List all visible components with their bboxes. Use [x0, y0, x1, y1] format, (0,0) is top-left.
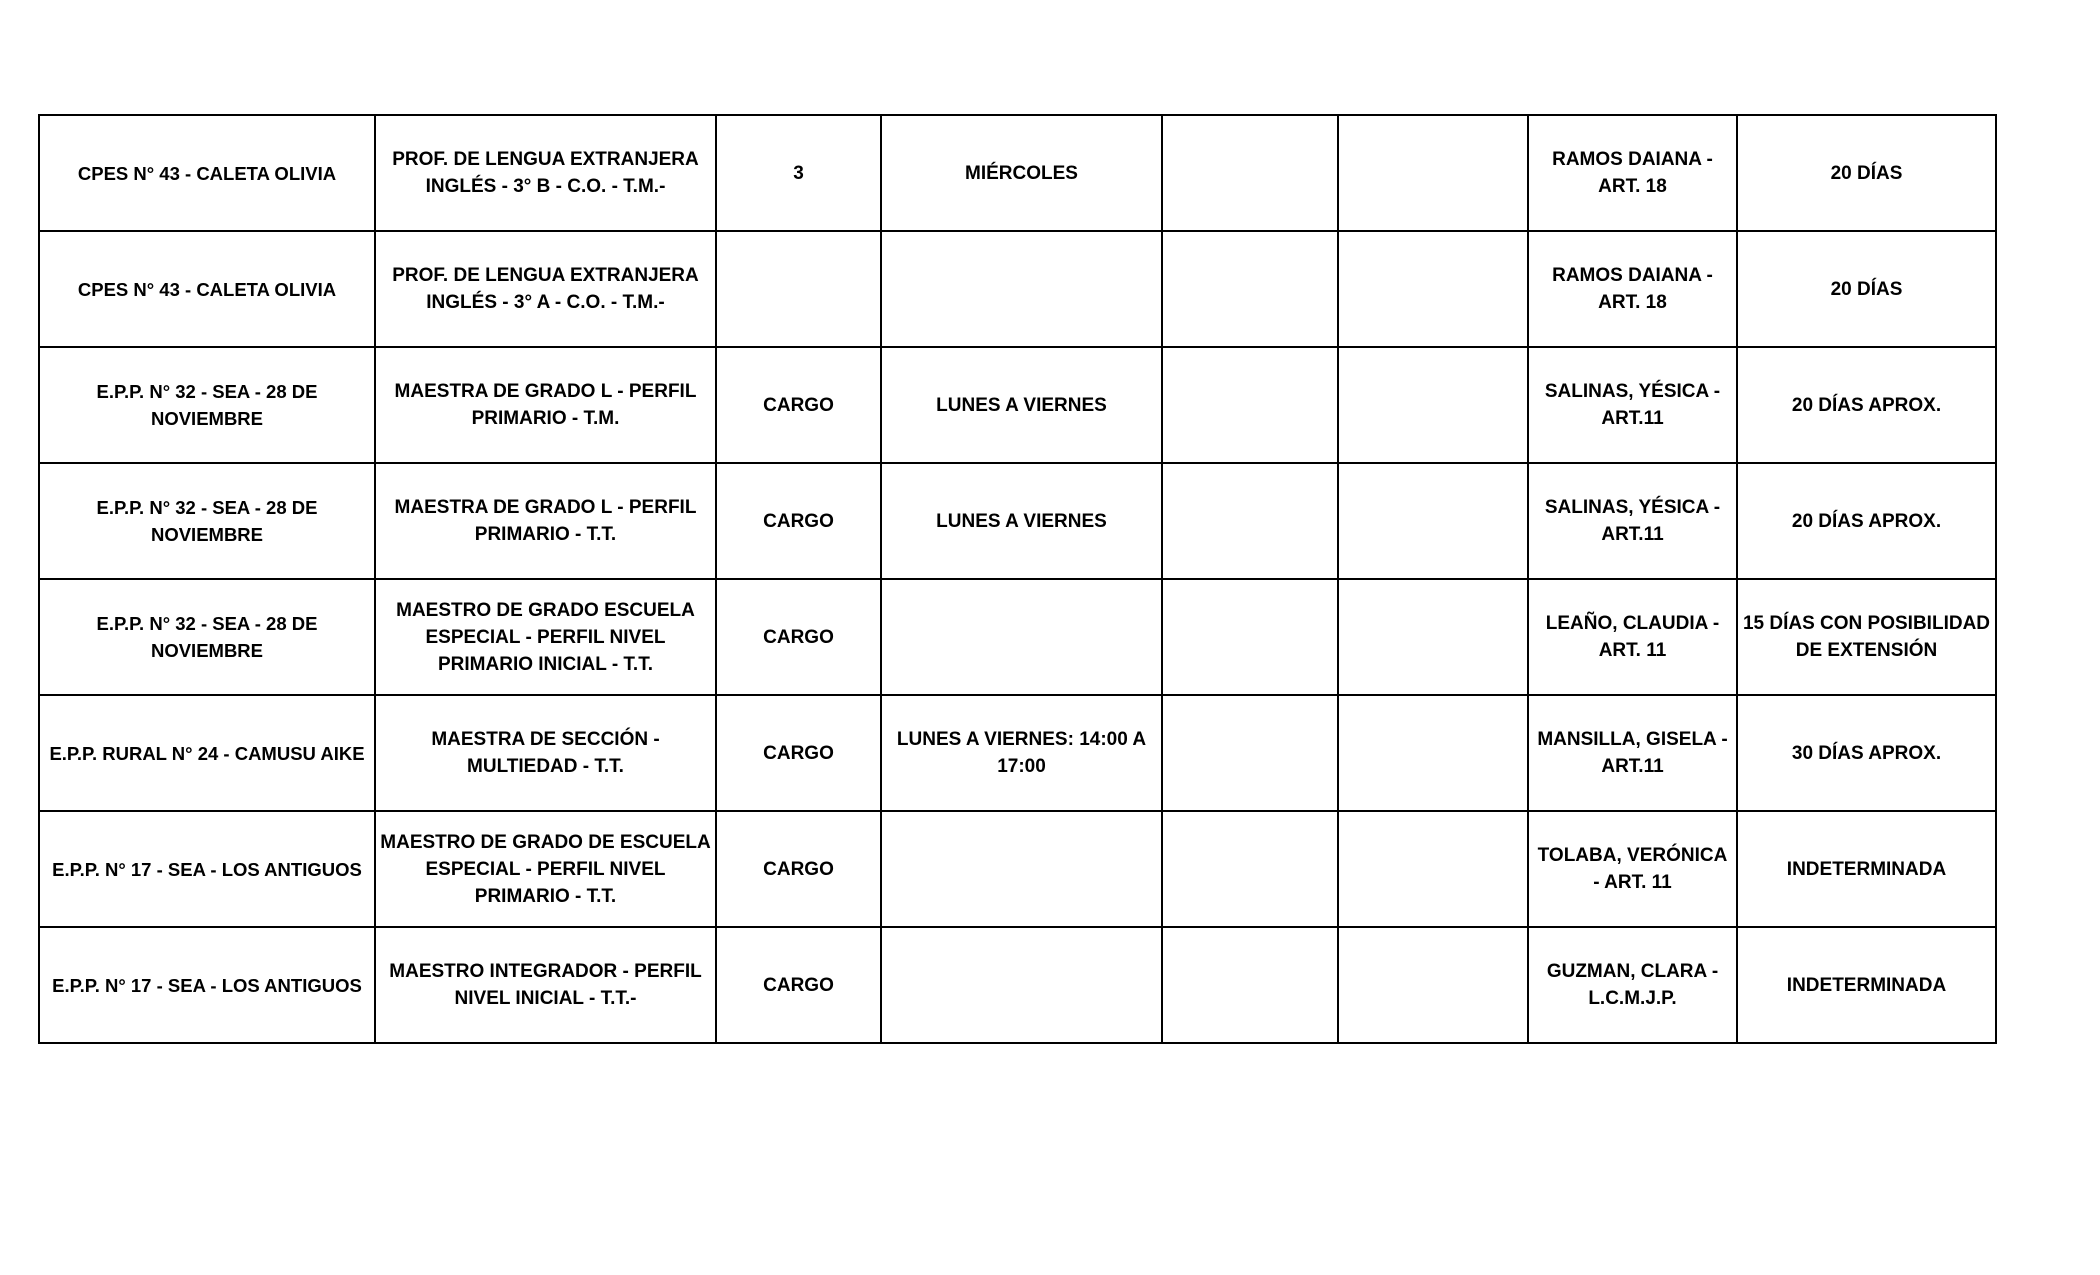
duration-cell: INDETERMINADA [1737, 811, 1996, 927]
empty-cell [1338, 811, 1528, 927]
holder-cell: TOLABA, VERÓNICA - ART. 11 [1528, 811, 1737, 927]
school-cell: E.P.P. N° 17 - SEA - LOS ANTIGUOS [39, 927, 375, 1043]
schedule-cell: MIÉRCOLES [881, 115, 1162, 231]
empty-cell [1162, 463, 1338, 579]
empty-cell [1162, 115, 1338, 231]
duration-cell: INDETERMINADA [1737, 927, 1996, 1043]
table-row [39, 347, 1996, 463]
hours-cell: CARGO [716, 811, 881, 927]
duration-cell: 20 DÍAS [1737, 231, 1996, 347]
holder-cell: RAMOS DAIANA - ART. 18 [1528, 115, 1737, 231]
schedule-cell: LUNES A VIERNES [881, 463, 1162, 579]
empty-cell [1338, 231, 1528, 347]
school-cell: E.P.P. N° 17 - SEA - LOS ANTIGUOS [39, 811, 375, 927]
empty-cell [1162, 811, 1338, 927]
empty-cell [1338, 463, 1528, 579]
duration-cell: 20 DÍAS APROX. [1737, 347, 1996, 463]
empty-cell [1338, 347, 1528, 463]
duration-cell: 15 DÍAS CON POSIBILIDAD DE EXTENSIÓN [1737, 579, 1996, 695]
schedule-cell: LUNES A VIERNES: 14:00 A 17:00 [881, 695, 1162, 811]
holder-cell: GUZMAN, CLARA - L.C.M.J.P. [1528, 927, 1737, 1043]
schedule-cell [881, 811, 1162, 927]
empty-cell [1162, 231, 1338, 347]
empty-cell [1162, 579, 1338, 695]
schedule-cell [881, 579, 1162, 695]
table-body [39, 115, 1996, 1043]
table-row [39, 695, 1996, 811]
hours-cell: 3 [716, 115, 881, 231]
school-cell: E.P.P. N° 32 - SEA - 28 DE NOVIEMBRE [39, 463, 375, 579]
hours-cell: CARGO [716, 347, 881, 463]
holder-cell: RAMOS DAIANA - ART. 18 [1528, 231, 1737, 347]
school-cell: E.P.P. N° 32 - SEA - 28 DE NOVIEMBRE [39, 579, 375, 695]
table-row [39, 579, 1996, 695]
vacancy-table [38, 114, 1997, 1044]
hours-cell: CARGO [716, 695, 881, 811]
empty-cell [1338, 115, 1528, 231]
table-row [39, 463, 1996, 579]
empty-cell [1162, 695, 1338, 811]
school-cell: CPES N° 43 - CALETA OLIVIA [39, 231, 375, 347]
position-cell: MAESTRA DE SECCIÓN - MULTIEDAD - T.T. [375, 695, 716, 811]
empty-cell [1338, 695, 1528, 811]
school-cell: E.P.P. N° 32 - SEA - 28 DE NOVIEMBRE [39, 347, 375, 463]
position-cell: MAESTRO INTEGRADOR - PERFIL NIVEL INICIAL - T.T.- [375, 927, 716, 1043]
school-cell: CPES N° 43 - CALETA OLIVIA [39, 115, 375, 231]
table-row [39, 115, 1996, 231]
duration-cell: 20 DÍAS [1737, 115, 1996, 231]
table-row [39, 811, 1996, 927]
position-cell: PROF. DE LENGUA EXTRANJERA INGLÉS - 3° B - C.O. - T.M.- [375, 115, 716, 231]
duration-cell: 20 DÍAS APROX. [1737, 463, 1996, 579]
holder-cell: SALINAS, YÉSICA - ART.11 [1528, 347, 1737, 463]
position-cell: MAESTRA DE GRADO L - PERFIL PRIMARIO - T.T. [375, 463, 716, 579]
empty-cell [1162, 347, 1338, 463]
empty-cell [1162, 927, 1338, 1043]
position-cell: MAESTRO DE GRADO ESCUELA ESPECIAL - PERFIL NIVEL PRIMARIO INICIAL - T.T. [375, 579, 716, 695]
holder-cell: MANSILLA, GISELA - ART.11 [1528, 695, 1737, 811]
duration-cell: 30 DÍAS APROX. [1737, 695, 1996, 811]
table-row [39, 231, 1996, 347]
position-cell: MAESTRA DE GRADO L - PERFIL PRIMARIO - T.M. [375, 347, 716, 463]
hours-cell: CARGO [716, 927, 881, 1043]
hours-cell: CARGO [716, 463, 881, 579]
schedule-cell [881, 927, 1162, 1043]
schedule-cell: LUNES A VIERNES [881, 347, 1162, 463]
hours-cell [716, 231, 881, 347]
table-row [39, 927, 1996, 1043]
school-cell: E.P.P. RURAL N° 24 - CAMUSU AIKE [39, 695, 375, 811]
hours-cell: CARGO [716, 579, 881, 695]
empty-cell [1338, 579, 1528, 695]
holder-cell: LEAÑO, CLAUDIA - ART. 11 [1528, 579, 1737, 695]
position-cell: MAESTRO DE GRADO DE ESCUELA ESPECIAL - PERFIL NIVEL PRIMARIO - T.T. [375, 811, 716, 927]
position-cell: PROF. DE LENGUA EXTRANJERA INGLÉS - 3° A - C.O. - T.M.- [375, 231, 716, 347]
empty-cell [1338, 927, 1528, 1043]
holder-cell: SALINAS, YÉSICA - ART.11 [1528, 463, 1737, 579]
schedule-cell [881, 231, 1162, 347]
